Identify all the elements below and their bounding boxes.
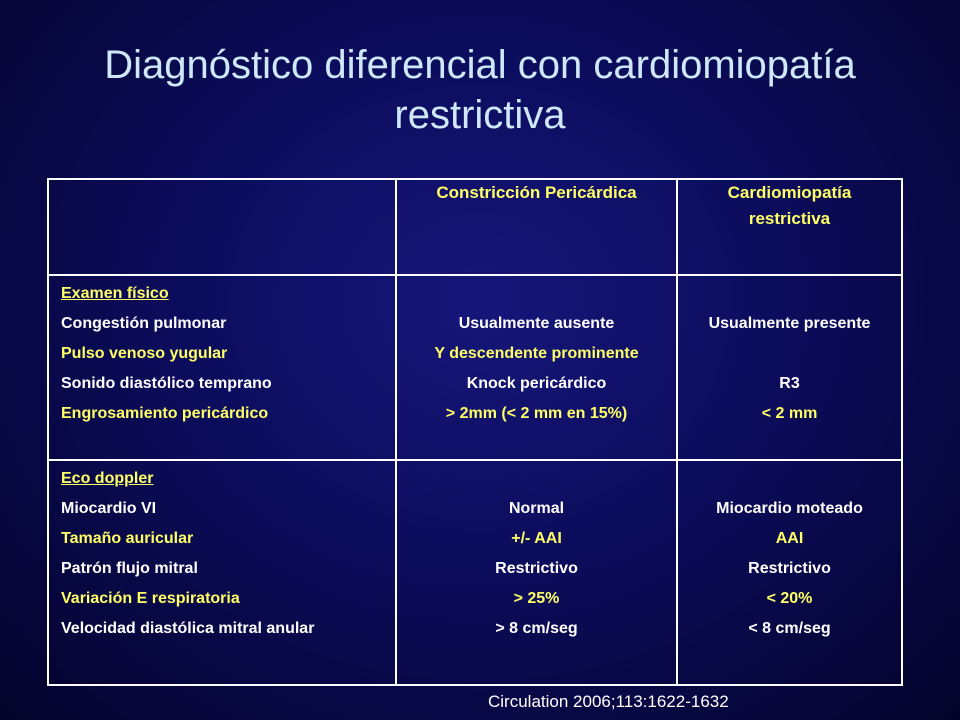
echo-constriction-value: Restrictivo xyxy=(495,560,578,577)
exam-restrictive-value: < 2 mm xyxy=(761,405,818,422)
echo-constriction-value: > 25% xyxy=(513,590,560,607)
echo-label: Variación E respiratoria xyxy=(61,590,240,607)
echo-restrictive-value: Restrictivo xyxy=(748,560,831,577)
exam-restrictive-cell xyxy=(677,275,902,460)
echo-label: Miocardio VI xyxy=(61,500,157,517)
exam-restrictive-value: R3 xyxy=(779,375,800,392)
exam-restrictive-value xyxy=(684,339,895,369)
header-cardiomiopatia: Cardiomiopatía restrictiva xyxy=(677,179,902,275)
exam-constriction-value: Knock pericárdico xyxy=(466,375,607,392)
echo-restrictive-cell xyxy=(677,460,902,685)
exam-label: Congestión pulmonar xyxy=(61,315,227,332)
spacer xyxy=(684,279,895,309)
spacer xyxy=(403,464,670,494)
exam-constriction-value: > 2mm (< 2 mm en 15%) xyxy=(445,405,628,422)
echo-constriction-value: > 8 cm/seg xyxy=(495,620,578,637)
echo-restrictive-value: Miocardio moteado xyxy=(716,500,863,517)
slide-title: Diagnóstico diferencial con cardiomiopatía restrictiva xyxy=(104,43,856,137)
spacer xyxy=(684,464,895,494)
echo-constriction-value: +/- AAI xyxy=(511,530,562,547)
section-heading-eco: Eco doppler xyxy=(61,470,154,487)
header-constriccion: Constricción Pericárdica xyxy=(396,179,677,275)
comparison-table xyxy=(47,178,903,686)
spacer xyxy=(403,279,670,309)
echo-labels-cell xyxy=(48,460,396,685)
header-empty-cell xyxy=(48,179,396,275)
exam-restrictive-value: Usualmente presente xyxy=(708,315,871,332)
exam-constriction-cell xyxy=(396,275,677,460)
exam-constriction-value: Usualmente ausente xyxy=(458,315,615,332)
table-row-eco-doppler xyxy=(48,460,902,685)
citation: Circulation 2006;113:1622-1632 xyxy=(488,692,729,711)
exam-label: Sonido diastólico temprano xyxy=(61,375,272,392)
table-header-row xyxy=(48,179,902,275)
echo-restrictive-value: < 20% xyxy=(766,590,813,607)
echo-label: Velocidad diastólica mitral anular xyxy=(61,620,315,637)
table-row-examen-fisico xyxy=(48,275,902,460)
echo-label: Tamaño auricular xyxy=(61,530,194,547)
echo-label: Patrón flujo mitral xyxy=(61,560,198,577)
exam-labels-cell xyxy=(48,275,396,460)
exam-label: Engrosamiento pericárdico xyxy=(61,405,269,422)
echo-restrictive-value: < 8 cm/seg xyxy=(748,620,831,637)
exam-label: Pulso venoso yugular xyxy=(61,345,228,362)
exam-constriction-value: Y descendente prominente xyxy=(434,345,639,362)
echo-constriction-value: Normal xyxy=(508,500,565,517)
echo-restrictive-value: AAI xyxy=(775,530,804,547)
echo-constriction-cell xyxy=(396,460,677,685)
section-heading-examen: Examen físico xyxy=(61,285,169,302)
